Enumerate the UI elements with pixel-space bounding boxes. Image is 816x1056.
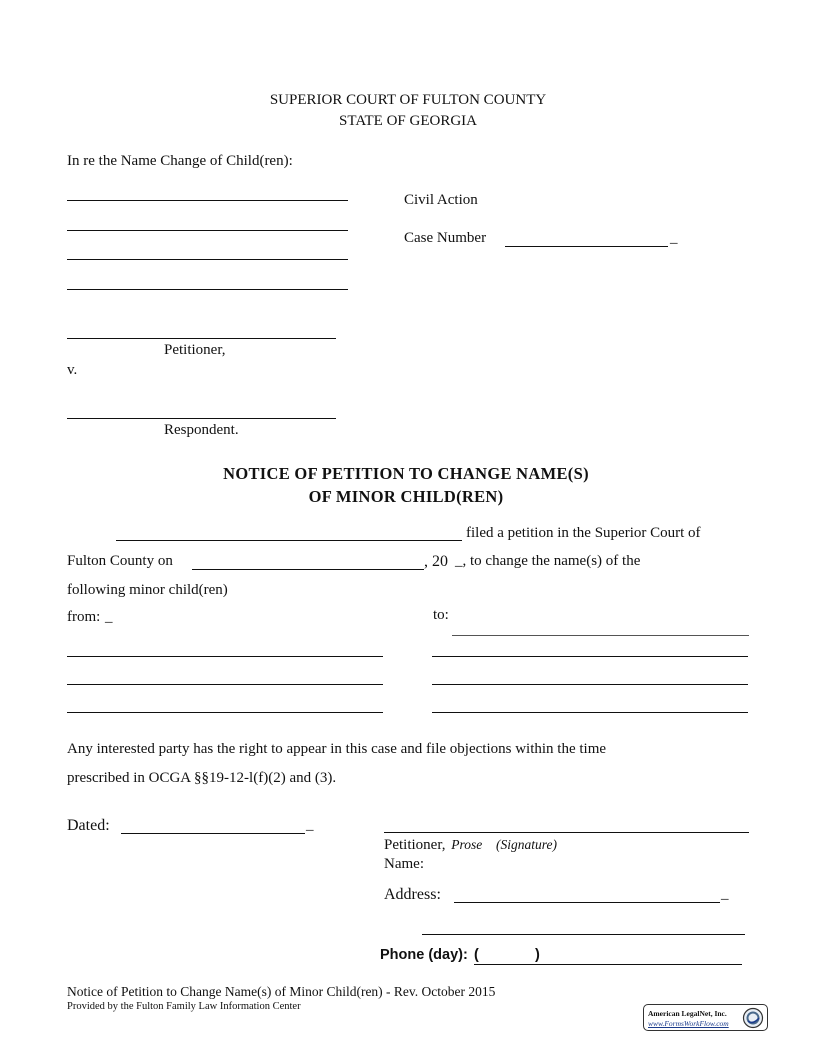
civil-action-label: Civil Action xyxy=(404,192,478,208)
to-name-line-2[interactable] xyxy=(432,656,748,657)
following-label: following minor child(ren) xyxy=(67,582,228,598)
name-label: Name: xyxy=(384,856,424,872)
from-name-line-3[interactable] xyxy=(67,712,383,713)
phone-field[interactable] xyxy=(474,964,742,965)
to-name-line-1[interactable] xyxy=(452,635,749,636)
logo-company: American LegalNet, Inc. xyxy=(648,1009,727,1018)
child-name-line-2[interactable] xyxy=(67,230,348,231)
filing-date-field[interactable] xyxy=(192,569,424,570)
child-name-line-1[interactable] xyxy=(67,200,348,201)
year-prefix: , 20 xyxy=(424,553,448,570)
respondent-line[interactable] xyxy=(67,418,336,419)
petitioner-sig-label: Petitioner, xyxy=(384,837,446,853)
case-number-tail: _ xyxy=(670,230,678,246)
case-number-field[interactable] xyxy=(505,246,668,247)
phone-close-paren: ) xyxy=(535,947,540,963)
objection-text-line-1: Any interested party has the right to appear in this case and file objections within the time xyxy=(67,741,607,757)
from-tail: _ xyxy=(105,609,113,625)
american-legalnet-logo xyxy=(643,1004,768,1031)
from-name-line-1[interactable] xyxy=(67,656,383,657)
from-name-line-2[interactable] xyxy=(67,684,383,685)
to-label: to: xyxy=(433,607,449,623)
in-re-label: In re the Name Change of Child(ren): xyxy=(67,153,293,169)
address-field-2[interactable] xyxy=(422,934,745,935)
to-name-line-3[interactable] xyxy=(432,684,748,685)
case-number-label: Case Number xyxy=(404,230,487,246)
respondent-label: Respondent. xyxy=(164,422,239,438)
notice-title-line-2: OF MINOR CHILD(REN) xyxy=(308,487,504,506)
signature-line[interactable] xyxy=(384,832,749,833)
footer-notice: Notice of Petition to Change Name(s) of Minor Child(ren) - Rev. October 2015 xyxy=(67,984,496,999)
dated-label: Dated: xyxy=(67,817,110,834)
from-label: from: xyxy=(67,609,101,625)
to-name-line-4[interactable] xyxy=(432,712,748,713)
globe-icon xyxy=(742,1007,764,1029)
prose-label: Prose xyxy=(451,837,483,852)
signature-note: (Signature) xyxy=(495,837,557,852)
phone-open-paren: ( xyxy=(474,947,479,963)
petitioner-label: Petitioner, xyxy=(164,342,226,358)
child-name-line-3[interactable] xyxy=(67,259,348,260)
fulton-county-on-label: Fulton County on xyxy=(67,553,173,569)
year-tail-text: _, to change the name(s) of the xyxy=(455,553,641,569)
dated-field[interactable] xyxy=(121,833,305,834)
notice-title-line-1: NOTICE OF PETITION TO CHANGE NAME(S) xyxy=(223,464,589,483)
address-tail: _ xyxy=(721,886,729,902)
objection-text-line-2: prescribed in OCGA §§19-12-l(f)(2) and (3). xyxy=(67,770,337,786)
filed-text: filed a petition in the Superior Court of xyxy=(466,525,701,541)
petitioner-line[interactable] xyxy=(67,338,336,339)
address-label: Address: xyxy=(384,886,441,903)
court-name: SUPERIOR COURT OF FULTON COUNTY xyxy=(269,92,547,108)
logo-url: www.FormsWorkFlow.com xyxy=(648,1019,729,1028)
petitioner-name-field[interactable] xyxy=(116,540,462,541)
child-name-line-4[interactable] xyxy=(67,289,348,290)
dated-tail: _ xyxy=(306,817,314,833)
address-field-1[interactable] xyxy=(454,902,720,903)
footer-provided: Provided by the Fulton Family Law Information Center xyxy=(67,1001,301,1012)
phone-label: Phone (day): xyxy=(380,947,468,963)
state-name: STATE OF GEORGIA xyxy=(339,113,477,129)
signature-caption xyxy=(384,838,557,853)
versus-label: v. xyxy=(67,362,78,378)
